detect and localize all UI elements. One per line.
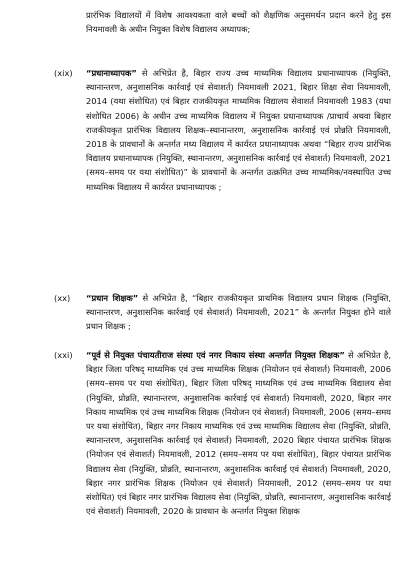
clause-body xyxy=(86,291,391,334)
clause-number: (xxi) xyxy=(54,350,73,360)
defined-term: “प्रधानाध्यापक” xyxy=(86,68,137,78)
clause-text: से अभिप्रेत है, “बिहार राजकीयकृत प्राथमिक विद्यालय प्रधान शिक्षक (नियुक्ति, स्थानान्तरण, अनुशासनिक कार्रवाई एवं सेवाशर्त) नियमावली, 2021” के अन्तर्गत नियुक्त होने वाले प्रधान शिक्षक ; xyxy=(86,293,392,332)
clause-body xyxy=(86,66,391,194)
clause-number: (xix) xyxy=(54,68,73,78)
clause-number: (xx) xyxy=(54,293,71,303)
clause-text: से अभिप्रेत है, बिहार जिला परिषद् माध्यमिक एवं उच्च माध्यमिक शिक्षक (नियोजन एवं सेवाशर्त) नियमावली, 2006 (समय–समय पर यथा संशोधित), बिहार जिला परिषद् माध्यमिक एवं उच्च माध्यमिक विद्यालय सेवा (नियुक्ति, प्रोन्नति, स्थानान्तरण, अनुशासनिक कार्रवाई एवं सेवाशर्त) नियमावली, 2020, बिहार नगर निकाय माध्यमिक एवं उच्च माध्यमिक शिक्षक (नियोजन एवं सेवाशर्त) नियमावली, 2006 (समय–समय पर यथा संशोधित), बिहार नगर निकाय माध्यमिक एवं उच्च माध्यमिक विद्यालय सेवा (नियुक्ति, प्रोन्नति, स्थानान्तरण, अनुशासनिक कार्रवाई एवं सेवाशर्त) नियमावली, 2020 बिहार पंचायत प्रारंभिक शिक्षक (नियोजन एवं सेवाशर्त) नियमावली, 2012 (समय–समय पर यथा संशोधित), बिहार पंचायत प्रारंभिक विद्यालय सेवा (नियुक्ति, प्रोन्नति, स्थानान्तरण, अनुशासनिक कार्रवाई एवं सेवाशर्त) नियमावली, 2020, बिहार नगर प्रारंभिक शिक्षक (नियोजन एवं सेवाशर्त) नियमावली, 2012 (समय–समय पर यथा संशोधित) एवं बिहार नगर प्रारंभिक विद्यालय सेवा (नियुक्ति, प्रोन्नति, स्थानान्तरण, अनुशासनिक कार्रवाई एवं सेवाशर्त) नियमावली, 2020 के प्रावधान के अन्तर्गत नियुक्त शिक्षक xyxy=(86,350,391,517)
defined-term: “प्रधान शिक्षक” xyxy=(86,293,139,303)
defined-term: “पूर्व से नियुक्त पंचायतीराज संस्था एवं नगर निकाय संस्था अन्तर्गत नियुक्त शिक्षक” xyxy=(86,350,345,360)
clause-text: से अभिप्रेत है, बिहार राज्य उच्च माध्यमिक विद्यालय प्रधानाध्यापक (नियुक्ति, स्थानान्तरण, अनुशासनिक कार्रवाई एवं सेवाशर्त) नियमावली 2021, बिहार शिक्षा सेवा नियमावली, 2014 (यथा संशोधित) एवं बिहार राजकीयकृत माध्यमिक विद्यालय सेवाशर्त नियमावली 1983 (यथा संशोधित 2006) के अधीन उच्च माध्यमिक विद्यालय में नियुक्त प्रधानाध्यापक /प्राचार्य अथवा बिहार राजकीयकृत प्रारंभिक विद्यालय शिक्षक–स्थानान्तरण, अनुशासनिक कार्रवाई एवं प्रोन्नति नियमावली, 2018 के प्रावधानों के अन्तर्गत मध्य विद्यालय में कार्यरत प्रधानाध्यापक अथवा “बिहार राज्य प्रारंभिक विद्यालय प्रधानाध्यापक (नियुक्ति, स्थानान्तरण, अनुशासनिक कार्रवाई एवं सेवाशर्त) नियमावली, 2021 (समय–समय पर यथा संशोधित)” के प्रावधानों के अन्तर्गत उत्क्रमित उच्च माध्यमिक/नवस्थापित उच्च माध्यमिक विद्यालय में कार्यरत प्रधानाध्यापक ; xyxy=(86,68,391,192)
intro-paragraph: प्रारंभिक विद्यालयों में विशेष आवश्यकता वाले बच्चों को शैक्षणिक अनुसमर्थन प्रदान करने हेतु इस नियमावली के अधीन नियुक्त विशेष विद्यालय अध्यापक; xyxy=(86,10,391,35)
clause-body xyxy=(86,348,391,518)
